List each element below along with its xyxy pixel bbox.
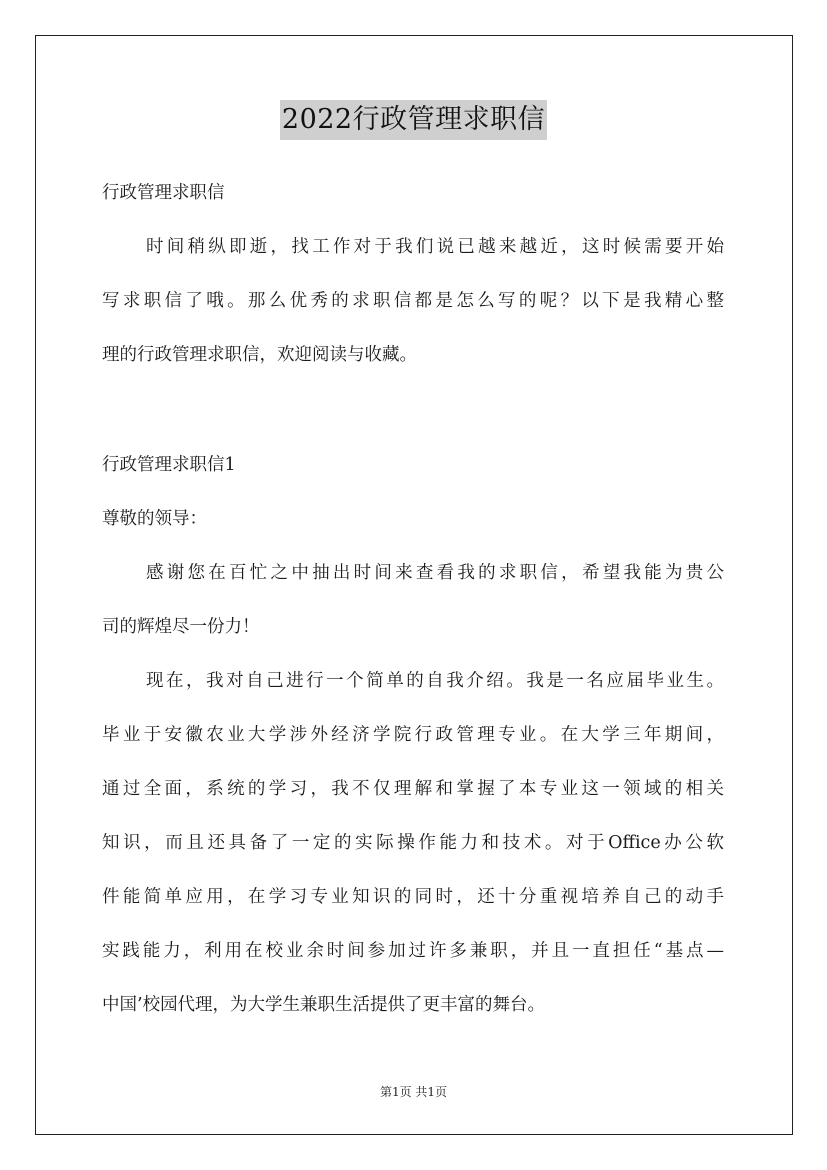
intro-line-2: 写求职信了哦。那么优秀的求职信都是怎么写的呢？以下是我精心整 — [102, 291, 724, 311]
body-line-3: 现在，我对自己进行一个简单的自我介绍。我是一名应届毕业生。 — [146, 671, 724, 691]
intro-line-1: 时间稍纵即逝，找工作对于我们说已越来越近，这时候需要开始 — [146, 237, 724, 257]
body-line-2: 司的辉煌尽一份力！ — [102, 617, 260, 637]
body-line-1: 感谢您在百忙之中抽出时间来查看我的求职信，希望我能为贵公 — [146, 563, 724, 583]
letter-heading: 行政管理求职信1 — [102, 455, 236, 475]
intro-line-3: 理的行政管理求职信，欢迎阅读与收藏。 — [102, 345, 417, 365]
body-line-6: 知识，而且还具备了一定的实际操作能力和技术。对于Office办公软 — [102, 833, 724, 853]
body-line-5: 通过全面，系统的学习，我不仅理解和掌握了本专业这一领域的相关 — [102, 779, 724, 799]
document-title: 2022行政管理求职信 — [280, 100, 547, 140]
body-line-4: 毕业于安徽农业大学涉外经济学院行政管理专业。在大学三年期间， — [102, 725, 724, 745]
salutation: 尊敬的领导： — [102, 509, 207, 529]
title-container — [0, 100, 827, 140]
section-heading: 行政管理求职信 — [102, 183, 225, 203]
body-line-8: 实践能力，利用在校业余时间参加过许多兼职，并且一直担任“基点— — [102, 941, 724, 961]
page-footer: 第1页 共1页 — [379, 1085, 448, 1099]
body-line-9: 中国’校园代理，为大学生兼职生活提供了更丰富的舞台。 — [102, 995, 546, 1015]
body-line-7: 件能简单应用，在学习专业知识的同时，还十分重视培养自己的动手 — [102, 887, 724, 907]
